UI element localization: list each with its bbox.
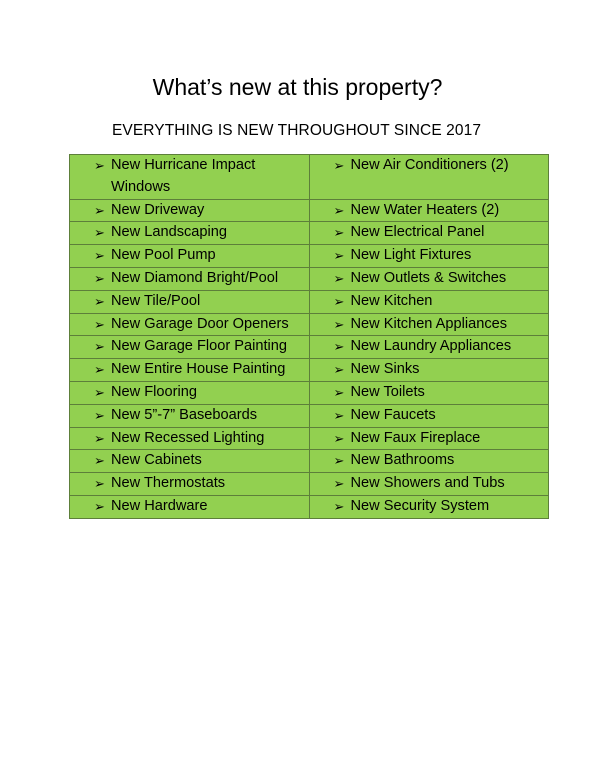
arrow-bullet-icon: ➢ (94, 498, 105, 514)
feature-item: New Faux Fireplace (350, 429, 481, 446)
features-table (69, 154, 549, 519)
feature-item: New Hardware (111, 497, 208, 514)
feature-item: New Electrical Panel (350, 224, 485, 241)
table-row (70, 359, 549, 382)
table-row (70, 267, 549, 290)
left-cell (70, 359, 310, 382)
right-cell (309, 336, 549, 359)
left-cell (70, 473, 310, 496)
left-cell (70, 155, 310, 200)
feature-item: New Kitchen Appliances (350, 315, 508, 332)
arrow-bullet-icon: ➢ (333, 430, 345, 446)
feature-item: New Pool Pump (111, 247, 216, 264)
feature-item: New Landscaping (111, 224, 228, 241)
arrow-bullet-icon: ➢ (94, 384, 105, 400)
feature-item: New Recessed Lighting (111, 429, 265, 446)
arrow-bullet-icon: ➢ (94, 202, 105, 218)
arrow-bullet-icon: ➢ (333, 158, 345, 173)
table-row (70, 427, 549, 450)
feature-item: New Thermostats (111, 475, 226, 492)
feature-item: New Flooring (111, 383, 197, 400)
left-cell (70, 336, 310, 359)
arrow-bullet-icon: ➢ (94, 225, 105, 241)
feature-item: New Driveway (111, 201, 205, 218)
right-cell (309, 313, 549, 336)
feature-item: New 5”-7” Baseboards (111, 406, 258, 423)
arrow-bullet-icon: ➢ (94, 248, 105, 264)
right-cell (309, 245, 549, 268)
arrow-bullet-icon: ➢ (333, 293, 345, 309)
feature-item: New Showers and Tubs (350, 475, 505, 492)
right-cell (309, 290, 549, 313)
feature-item: New Garage Door Openers (111, 315, 289, 332)
right-cell (309, 404, 549, 427)
left-cell (70, 495, 310, 518)
right-cell (309, 495, 549, 518)
left-cell (70, 199, 310, 222)
table-row (70, 450, 549, 473)
arrow-bullet-icon: ➢ (94, 430, 105, 446)
arrow-bullet-icon: ➢ (333, 202, 345, 218)
right-cell (309, 381, 549, 404)
feature-item: New Garage Floor Painting (111, 338, 288, 355)
left-cell (70, 313, 310, 336)
table-row (70, 313, 549, 336)
arrow-bullet-icon: ➢ (94, 407, 105, 423)
left-cell (70, 267, 310, 290)
table-row (70, 381, 549, 404)
left-cell (70, 427, 310, 450)
feature-item: New Tile/Pool (111, 292, 201, 309)
arrow-bullet-icon: ➢ (94, 270, 105, 286)
table-row (70, 245, 549, 268)
right-cell (309, 473, 549, 496)
table-row (70, 222, 549, 245)
feature-item: New Laundry Appliances (350, 338, 512, 355)
right-cell (309, 222, 549, 245)
left-cell (70, 222, 310, 245)
feature-item: New Entire House Painting (111, 361, 286, 378)
feature-item: New Kitchen (350, 292, 433, 309)
feature-item: New Faucets (350, 406, 436, 423)
left-cell (70, 245, 310, 268)
feature-item: New Outlets & Switches (350, 269, 507, 286)
arrow-bullet-icon: ➢ (333, 498, 345, 514)
feature-item: New Light Fixtures (350, 247, 472, 264)
left-cell (70, 450, 310, 473)
left-cell (70, 404, 310, 427)
table-row (70, 336, 549, 359)
right-cell (309, 450, 549, 473)
table-row (70, 404, 549, 427)
page-title: What’s new at this property? (152, 74, 443, 100)
table-row (70, 495, 549, 518)
table-row (70, 473, 549, 496)
right-cell (309, 267, 549, 290)
arrow-bullet-icon: ➢ (94, 316, 105, 332)
table-row (70, 155, 549, 200)
arrow-bullet-icon: ➢ (94, 339, 105, 355)
feature-item: New Bathrooms (350, 452, 455, 469)
arrow-bullet-icon: ➢ (333, 362, 345, 378)
arrow-bullet-icon: ➢ (333, 339, 345, 355)
arrow-bullet-icon: ➢ (94, 293, 105, 309)
left-cell (70, 381, 310, 404)
feature-item: New Toilets (350, 383, 425, 400)
table-row (70, 290, 549, 313)
right-cell (309, 199, 549, 222)
arrow-bullet-icon: ➢ (333, 316, 345, 332)
arrow-bullet-icon: ➢ (333, 453, 345, 469)
arrow-bullet-icon: ➢ (333, 407, 345, 423)
arrow-bullet-icon: ➢ (333, 384, 345, 400)
table-row (70, 199, 549, 222)
page-subtitle: EVERYTHING IS NEW THROUGHOUT SINCE 2017 (111, 122, 482, 139)
arrow-bullet-icon: ➢ (333, 248, 345, 264)
arrow-bullet-icon: ➢ (94, 476, 105, 492)
arrow-bullet-icon: ➢ (94, 158, 105, 173)
feature-item: New Security System (350, 497, 490, 514)
feature-item: New Air Conditioners (2) (350, 157, 509, 173)
feature-item: New Water Heaters (2) (350, 201, 500, 218)
feature-item: New Diamond Bright/Pool (111, 269, 279, 286)
arrow-bullet-icon: ➢ (94, 362, 105, 378)
feature-item: New Cabinets (111, 452, 202, 469)
arrow-bullet-icon: ➢ (333, 476, 345, 492)
arrow-bullet-icon: ➢ (94, 453, 105, 469)
arrow-bullet-icon: ➢ (333, 225, 345, 241)
feature-item: New Sinks (350, 361, 420, 378)
right-cell (309, 427, 549, 450)
right-cell (309, 359, 549, 382)
left-cell (70, 290, 310, 313)
arrow-bullet-icon: ➢ (333, 270, 345, 286)
feature-item: New Hurricane Impact Windows (111, 157, 256, 195)
right-cell (309, 155, 549, 200)
